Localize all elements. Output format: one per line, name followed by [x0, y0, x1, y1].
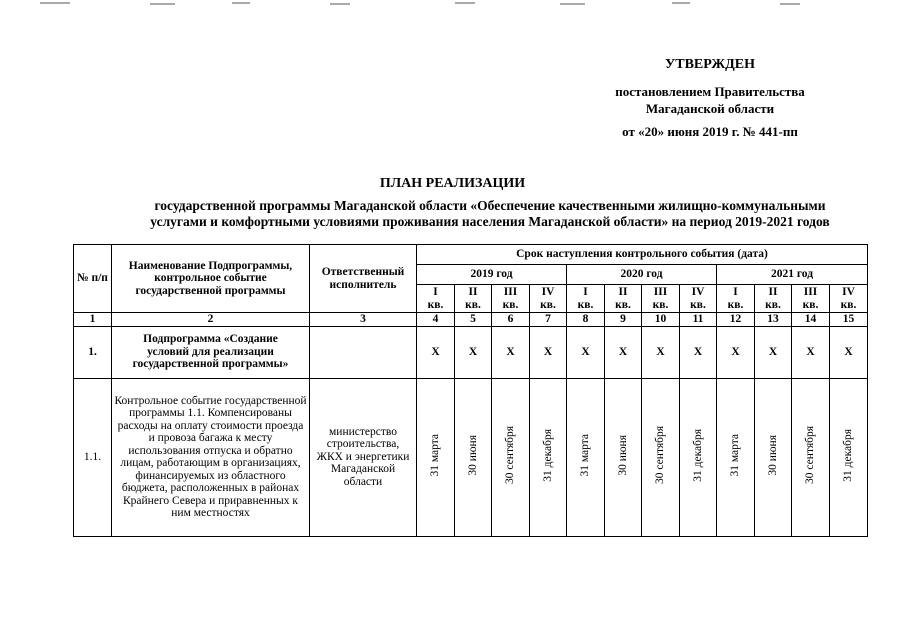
table-row-event	[74, 378, 868, 536]
approval-date: от «20» июня 2019 г. № 441-пп	[622, 124, 798, 139]
column-number: 15	[830, 313, 868, 327]
date-cell	[567, 378, 605, 536]
column-number: 8	[567, 313, 605, 327]
column-number: 11	[680, 313, 717, 327]
column-number: 6	[492, 313, 530, 327]
subtitle-line-1: государственной программы Магаданской области «Обеспечение качественными жилищно-коммунальными	[154, 198, 826, 213]
x-mark: Х	[717, 326, 755, 378]
approval-line-2: Магаданской области	[645, 101, 775, 116]
quarter-abbr: кв.	[427, 298, 444, 311]
header-year-2021: 2021 год	[717, 265, 868, 285]
column-number: 13	[755, 313, 792, 327]
quarter-cell	[830, 285, 868, 313]
date-cell	[417, 378, 455, 536]
date-label: 31 марта	[579, 433, 592, 477]
document-title: ПЛАН РЕАЛИЗАЦИИ	[379, 176, 526, 191]
date-label: 31 декабря	[842, 428, 855, 482]
quarter-roman: IV	[541, 286, 555, 298]
header-term: Срок наступления контрольного события (дата)	[417, 245, 868, 265]
date-cell	[492, 378, 530, 536]
header-year-2019: 2019 год	[417, 265, 567, 285]
column-number: 2	[112, 313, 310, 327]
quarter-roman: I	[433, 286, 438, 298]
row-num: 1.	[74, 326, 112, 378]
date-cell	[792, 378, 830, 536]
column-number: 10	[642, 313, 680, 327]
column-number: 1	[74, 313, 112, 327]
quarter-abbr: кв.	[540, 298, 556, 311]
quarter-abbr: кв.	[502, 298, 519, 311]
quarter-cell	[792, 285, 830, 313]
row-name: Подпрограмма «Создание условий для реализации государственной программы»	[112, 326, 310, 378]
date-label: 31 декабря	[691, 428, 704, 482]
quarter-abbr: кв.	[802, 298, 819, 311]
header-executor: Ответственный исполнитель	[310, 245, 417, 313]
quarter-abbr: кв.	[840, 298, 857, 311]
column-number-row	[74, 313, 868, 327]
date-label: 30 июня	[766, 434, 779, 476]
table-row-subprogram	[74, 326, 868, 378]
column-number: 12	[717, 313, 755, 327]
quarter-abbr: кв.	[577, 298, 594, 311]
quarter-abbr: кв.	[690, 298, 706, 311]
quarter-cell	[642, 285, 680, 313]
x-mark: Х	[755, 326, 792, 378]
x-mark: Х	[567, 326, 605, 378]
x-mark: Х	[680, 326, 717, 378]
date-cell	[605, 378, 642, 536]
date-label: 31 декабря	[541, 428, 554, 482]
date-label: 30 июня	[616, 434, 629, 476]
document-subtitle	[90, 198, 890, 230]
x-mark: Х	[830, 326, 868, 378]
date-cell	[830, 378, 868, 536]
column-number: 5	[455, 313, 492, 327]
quarter-cell	[680, 285, 717, 313]
date-cell	[455, 378, 492, 536]
quarter-abbr: кв.	[727, 298, 744, 311]
quarter-abbr: кв.	[765, 298, 781, 311]
header-name: Наименование Подпрограммы, контрольное событие государственной программы	[112, 245, 310, 313]
quarter-cell	[530, 285, 567, 313]
column-number: 14	[792, 313, 830, 327]
quarter-roman: III	[803, 286, 818, 298]
quarter-cell	[567, 285, 605, 313]
row-executor	[310, 326, 417, 378]
column-number: 3	[310, 313, 417, 327]
quarter-cell	[492, 285, 530, 313]
date-cell	[530, 378, 567, 536]
column-number: 4	[417, 313, 455, 327]
date-cell	[642, 378, 680, 536]
quarter-roman: I	[583, 286, 588, 298]
quarter-roman: II	[618, 286, 628, 298]
quarter-roman: III	[503, 286, 518, 298]
quarter-abbr: кв.	[652, 298, 669, 311]
date-label: 30 июня	[466, 434, 479, 476]
subtitle-line-2: услугами и комфортными условиями проживания населения Магаданской области» на период 2019-2021 годов	[150, 214, 830, 229]
row-num: 1.1.	[74, 378, 112, 536]
quarter-cell	[455, 285, 492, 313]
quarter-roman: IV	[842, 286, 855, 298]
quarter-cell	[755, 285, 792, 313]
approval-block	[560, 56, 860, 140]
date-label: 30 сентября	[504, 426, 517, 485]
quarter-roman: II	[768, 286, 778, 298]
approval-line-1: постановлением Правительства	[615, 84, 805, 99]
column-number: 7	[530, 313, 567, 327]
quarter-roman: II	[468, 286, 478, 298]
date-cell	[755, 378, 792, 536]
x-mark: Х	[605, 326, 642, 378]
plan-table	[73, 244, 868, 537]
header-year-2020: 2020 год	[567, 265, 717, 285]
date-cell	[717, 378, 755, 536]
quarter-cell	[417, 285, 455, 313]
column-number: 9	[605, 313, 642, 327]
quarter-abbr: кв.	[465, 298, 481, 311]
date-label: 30 сентября	[804, 426, 817, 485]
quarter-abbr: кв.	[615, 298, 631, 311]
approval-heading: УТВЕРЖДЕН	[664, 57, 756, 72]
date-label: 30 сентября	[654, 426, 667, 485]
quarter-roman: III	[653, 286, 668, 298]
date-cell	[680, 378, 717, 536]
date-label: 31 марта	[729, 433, 742, 477]
quarter-cell	[605, 285, 642, 313]
header-num: № п/п	[74, 245, 112, 313]
x-mark: Х	[455, 326, 492, 378]
row-executor: министерство строительства, ЖКХ и энергетики Магаданской области	[310, 378, 417, 536]
quarter-cell	[717, 285, 755, 313]
x-mark: Х	[530, 326, 567, 378]
x-mark: Х	[417, 326, 455, 378]
quarter-roman: I	[733, 286, 738, 298]
quarter-roman: IV	[691, 286, 705, 298]
row-name: Контрольное событие государственной программы 1.1. Компенсированы расходы на оплату стоимости проезда и провоза багажа к месту использования отпуска и обратно лицам, работающим в организациях, финансируемых из областного бюджета, расположенных в районах Крайнего Севера и приравненных к ним местностях	[112, 378, 310, 536]
scan-edge-marks	[0, 0, 905, 10]
x-mark: Х	[642, 326, 680, 378]
x-mark: Х	[492, 326, 530, 378]
x-mark: Х	[792, 326, 830, 378]
date-label: 31 марта	[429, 433, 442, 477]
